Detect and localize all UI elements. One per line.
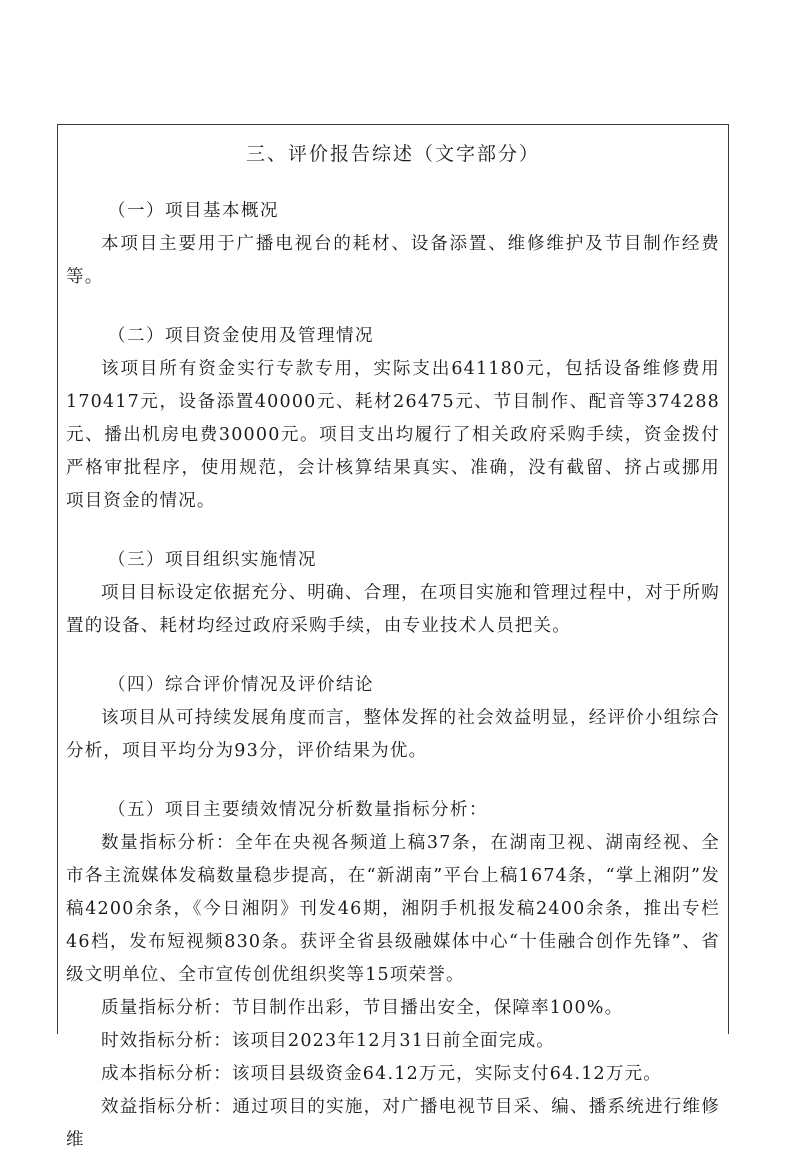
paragraph-fund-usage: 该项目所有资金实行专款专用，实际支出641180元，包括设备维修费用170417元，设备添置40000元、耗材26475元、节目制作、配音等374288元、播出机房电费30000元。项目支出均履行了相关政府采购手续，资金拨付严格审批程序，使用规范，会计核算结果真实、准确，没有截留、挤占或挪用项目资金的情况。 xyxy=(66,359,720,511)
heading-fund-usage: （二）项目资金使用及管理情况 xyxy=(108,326,374,346)
paragraph-timeliness-indicators: 时效指标分析：该项目2023年12月31日前全面完成。 xyxy=(101,1031,555,1051)
section-title: 三、评价报告综述（文字部分） xyxy=(245,143,540,165)
report-frame xyxy=(57,124,729,1150)
paragraph-cost-indicators: 成本指标分析：该项目县级资金64.12万元，实际支付64.12万元。 xyxy=(101,1064,662,1084)
paragraph-quality-indicators: 质量指标分析：节目制作出彩，节目播出安全，保障率100%。 xyxy=(101,998,624,1018)
heading-performance-analysis: （五）项目主要绩效情况分析数量指标分析： xyxy=(108,800,488,820)
paragraph-benefit-indicators: 效益指标分析：通过项目的实施，对广播电视节目采、编、播系统进行维修维 xyxy=(66,1097,720,1150)
heading-project-overview: （一）项目基本概况 xyxy=(108,201,279,221)
paragraph-quantity-indicators: 数量指标分析：全年在央视各频道上稿37条，在湖南卫视、湖南经视、全市各主流媒体发稿数量稳步提高，在“新湖南”平台上稿1674条，“掌上湘阴”发稿4200余条，《今日湘阴》刊发46期，湘阴手机报发稿2400余条，推出专栏46档，发布短视频830条。获评全省县级融媒体中心“十佳融合创作先锋”、省级文明单位、全市宣传创优组织奖等15项荣誉。 xyxy=(66,833,720,985)
heading-evaluation-conclusion: （四）综合评价情况及评价结论 xyxy=(108,675,374,695)
paragraph-evaluation-conclusion: 该项目从可持续发展角度而言，整体发挥的社会效益明显，经评价小组综合分析，项目平均分为93分，评价结果为优。 xyxy=(66,708,720,761)
paragraph-project-overview: 本项目主要用于广播电视台的耗材、设备添置、维修维护及节目制作经费等。 xyxy=(66,234,720,287)
report-body xyxy=(66,195,720,1157)
heading-implementation: （三）项目组织实施情况 xyxy=(108,550,317,570)
paragraph-implementation: 项目目标设定依据充分、明确、合理，在项目实施和管理过程中，对于所购置的设备、耗材均经过政府采购手续，由专业技术人员把关。 xyxy=(66,583,720,636)
